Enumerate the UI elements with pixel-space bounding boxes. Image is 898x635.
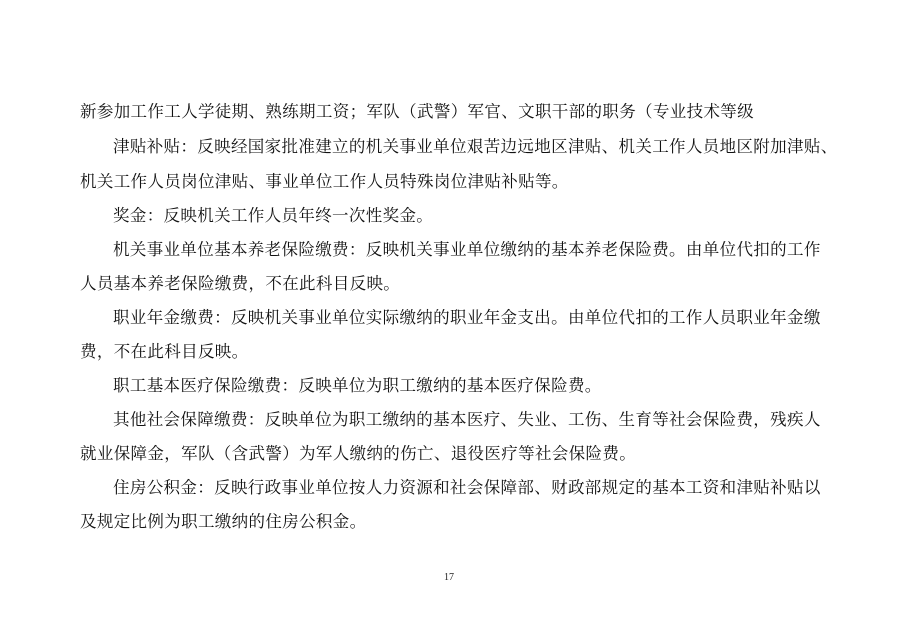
text-line-1: 新参加工作工人学徒期、熟练期工资；军队（武警）军官、文职干部的职务（专业技术等级 <box>80 102 754 121</box>
text-line-13: 及规定比例为职工缴纳的住房公积金。 <box>80 512 367 531</box>
text-line-3: 机关工作人员岗位津贴、事业单位工作人员特殊岗位津贴补贴等。 <box>80 172 569 191</box>
text-line-9: 职工基本医疗保险缴费：反映单位为职工缴纳的基本医疗保险费。 <box>113 376 602 395</box>
text-line-2: 津贴补贴：反映经国家批准建立的机关事业单位艰苦边远地区津贴、机关工作人员地区附加津贴、 <box>113 137 838 156</box>
text-line-10: 其他社会保障缴费：反映单位为职工缴纳的基本医疗、失业、工伤、生育等社会保险费，残疾人 <box>113 410 821 429</box>
text-line-7: 职业年金缴费：反映机关事业单位实际缴纳的职业年金支出。由单位代扣的工作人员职业年金缴 <box>113 308 821 327</box>
text-line-5: 机关事业单位基本养老保险缴费：反映机关事业单位缴纳的基本养老保险费。由单位代扣的工作 <box>113 240 821 259</box>
text-line-6: 人员基本养老保险缴费，不在此科目反映。 <box>80 274 401 293</box>
text-line-11: 就业保障金，军队（含武警）为军人缴纳的伤亡、退役医疗等社会保险费。 <box>80 444 637 463</box>
text-line-8: 费，不在此科目反映。 <box>80 342 249 361</box>
page-number: 17 <box>444 572 454 583</box>
text-line-4: 奖金：反映机关工作人员年终一次性奖金。 <box>113 206 434 225</box>
text-line-12: 住房公积金：反映行政事业单位按人力资源和社会保障部、财政部规定的基本工资和津贴补贴以 <box>113 478 821 497</box>
